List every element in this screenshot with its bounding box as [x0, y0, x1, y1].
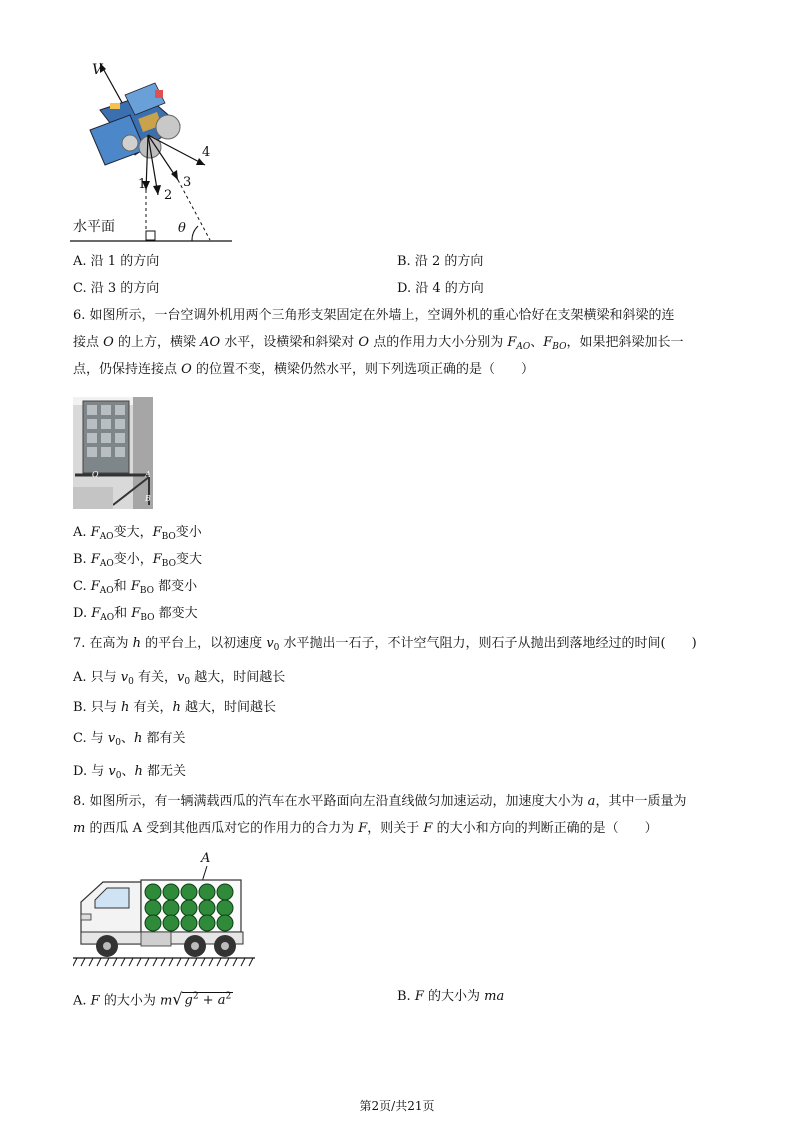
watermelon-truck-figure [73, 852, 258, 972]
label-watermelon-a: A [201, 851, 211, 866]
label-ground: 水平面 [73, 219, 115, 235]
q6-option-b[interactable]: B. $F_{AO}$变小，$F_{BO}$变大 [73, 552, 202, 569]
q6-stem-line1: 6. 如图所示，一台空调外机用两个三角形支架固定在外墙上，空调外机的重心恰好在支架横梁和斜梁的连 [73, 308, 675, 323]
label-v: V [92, 62, 103, 78]
q7-stem: 7. 在高为 h 的平台上，以初速度 $v_0$ 水平抛出一石子，不计空气阻力，则石子从抛出到落地经过的时间( ) [73, 636, 697, 653]
q6-option-c[interactable]: C. $F_{AO}$和 $F_{BO}$ 都变小 [73, 579, 198, 596]
sqrt-symbol: √ [172, 989, 183, 1009]
q5-option-d[interactable]: D. 沿 4 的方向 [397, 281, 484, 296]
q5-option-a[interactable]: A. 沿 1 的方向 [73, 254, 160, 269]
q7-option-a[interactable]: A. 只与 $v_0$ 有关，$v_0$ 越大，时间越长 [73, 670, 286, 687]
label-3: 3 [183, 175, 192, 190]
q7-option-d[interactable]: D. 与 $v_0$、h 都无关 [73, 764, 186, 781]
watermelon-icons [145, 884, 233, 931]
q8-stem-line2: m 的西瓜 A 受到其他西瓜对它的作用力的合力为 F，则关于 F 的大小和方向的判断正确的是（ ） [73, 821, 658, 836]
label-4: 4 [202, 145, 211, 160]
label-b: B [145, 494, 151, 503]
q7-option-c[interactable]: C. 与 $v_0$、h 都有关 [73, 731, 186, 748]
satellite-icon [90, 83, 180, 165]
label-a: A [145, 470, 151, 479]
q6-option-d[interactable]: D. $F_{AO}$和 $F_{BO}$ 都变大 [73, 606, 198, 623]
q8-option-b[interactable]: B. F 的大小为 ma [397, 989, 505, 1004]
q6-stem-line3: 点，仍保持连接点 O 的位置不变，横梁仍然水平，则下列选项正确的是（ ） [73, 362, 534, 377]
q6-stem-line2: 接点 O 的上方，横梁 AO 水平，设横梁和斜梁对 O 点的作用力大小分别为 $F_{AO}$、$F_{BO}$，如果把斜梁加长一 [73, 335, 684, 352]
q5-option-b[interactable]: B. 沿 2 的方向 [397, 254, 484, 269]
label-2: 2 [164, 188, 173, 203]
page-footer: 第2页/共21页 [359, 1099, 435, 1113]
q8-option-a[interactable]: A. F 的大小为 m√ $g^2 + a^2$ [73, 989, 232, 1009]
air-conditioner-photo [73, 397, 153, 509]
q8-stem-line1: 8. 如图所示，有一辆满载西瓜的汽车在水平路面向左沿直线做匀加速运动，加速度大小为 a，其中一质量为 [73, 794, 687, 809]
label-theta: θ [178, 221, 186, 236]
q5-option-c[interactable]: C. 沿 3 的方向 [73, 281, 160, 296]
q6-option-a[interactable]: A. $F_{AO}$变大，$F_{BO}$变小 [73, 525, 202, 542]
label-o: O [92, 470, 99, 479]
label-1: 1 [138, 177, 147, 192]
q7-option-b[interactable]: B. 只与 h 有关，h 越大，时间越长 [73, 700, 276, 715]
